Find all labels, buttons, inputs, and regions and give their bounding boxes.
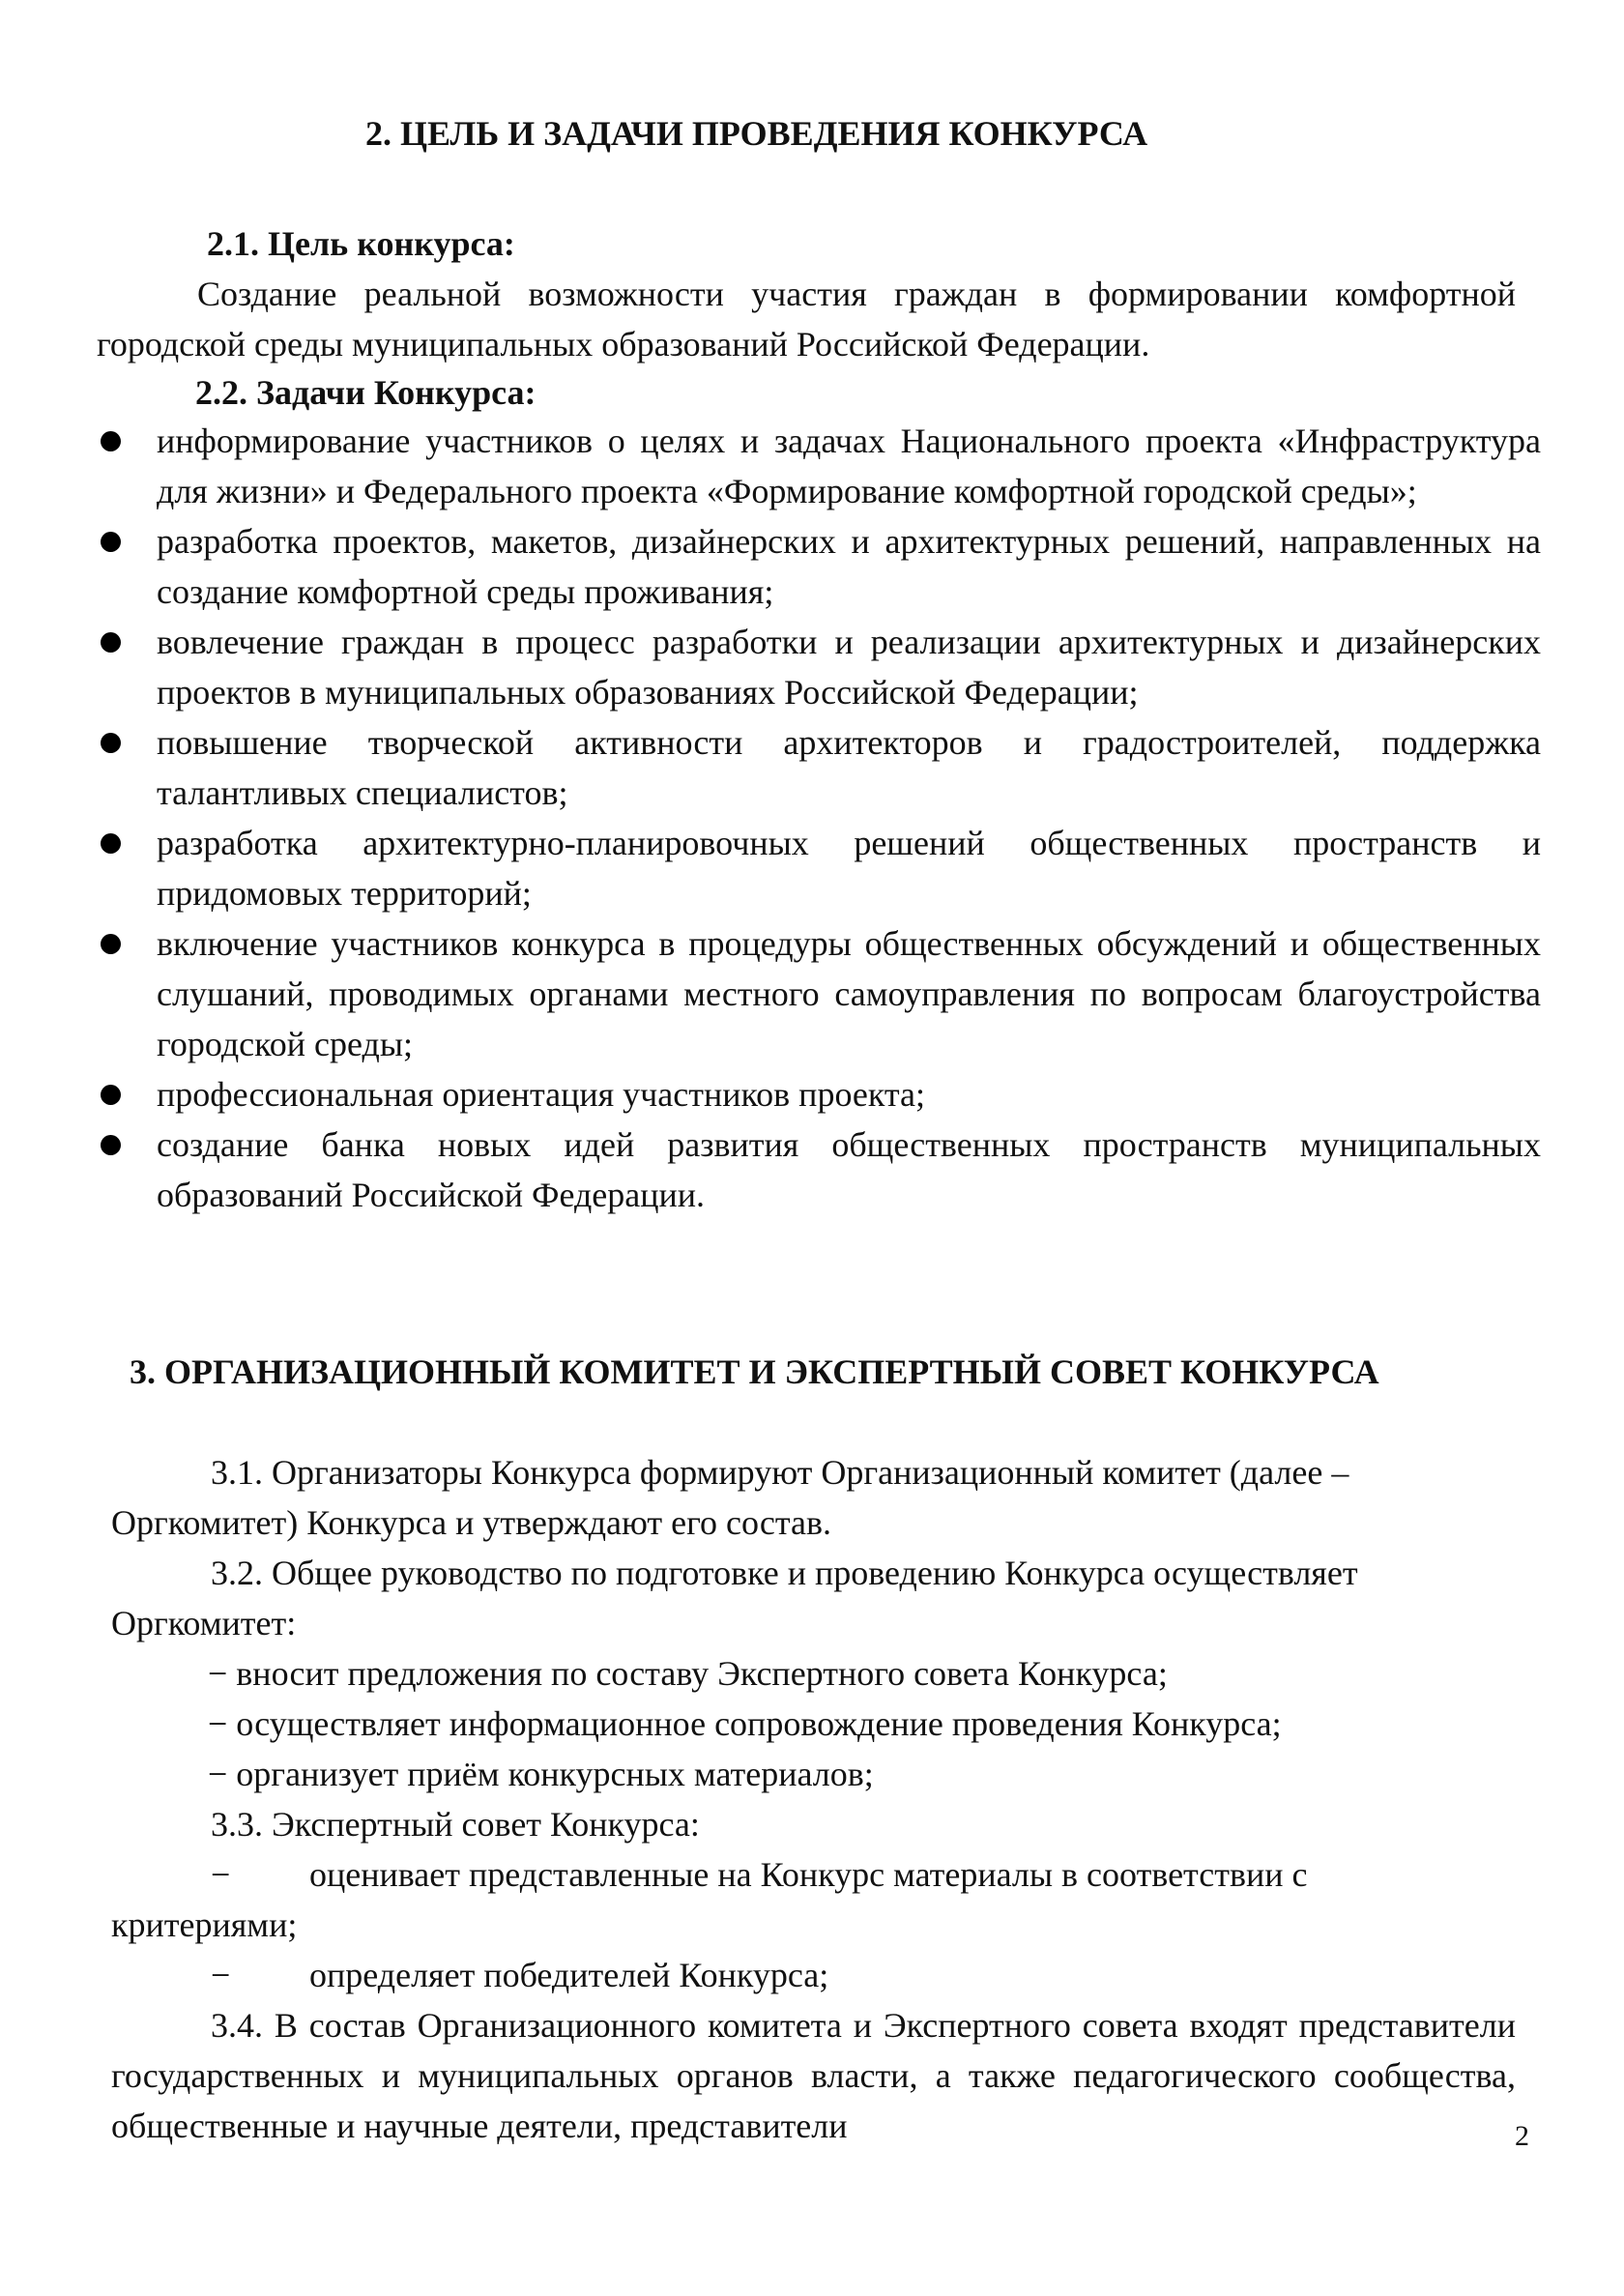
tasks-list	[97, 416, 1541, 1220]
bullet-icon	[101, 632, 121, 653]
goal-text: Создание реальной возможности участия граждан в формировании комфортной городской среды муниципальных образований Российской Федерации.	[97, 275, 1516, 363]
paragraph-3-1-line-1: 3.1. Организаторы Конкурса формируют Организационный комитет (далее –	[211, 1453, 1349, 1492]
expert-item-1-line-2: критериями;	[111, 1905, 298, 1944]
goal-heading: 2.1. Цель конкурса:	[207, 224, 515, 263]
bullet-icon	[101, 532, 121, 552]
paragraph-3-3: 3.3. Экспертный совет Конкурса:	[211, 1805, 700, 1844]
bullet-icon	[101, 431, 121, 451]
list-item: создание банка новых идей развития общественных пространств муниципальных образований Российской Федерации.	[97, 1119, 1541, 1220]
bullet-icon	[101, 1135, 121, 1155]
orgcom-item: − вносит предложения по составу Экспертного совета Конкурса;	[208, 1654, 1168, 1693]
bullet-icon	[101, 833, 121, 854]
list-item: разработка проектов, макетов, дизайнерских и архитектурных решений, направленных на создание комфортной среды проживания;	[97, 516, 1541, 617]
section-3-title: 3. ОРГАНИЗАЦИОННЫЙ КОМИТЕТ И ЭКСПЕРТНЫЙ СОВЕТ КОНКУРСА	[130, 1352, 1379, 1391]
orgcom-item: − осуществляет информационное сопровождение проведения Конкурса;	[208, 1704, 1282, 1743]
paragraph-3-2-line-2: Оргкомитет:	[111, 1604, 297, 1642]
bullet-icon	[101, 1085, 121, 1105]
list-item: разработка архитектурно-планировочных решений общественных пространств и придомовых территорий;	[97, 818, 1541, 918]
page-number: 2	[1515, 2120, 1529, 2152]
expert-item-1-line-1: оценивает представленные на Конкурс материалы в соответствии с	[309, 1855, 1308, 1894]
list-item: включение участников конкурса в процедуры общественных обсуждений и общественных слушаний, проводимых органами местного самоуправления по вопросам благоустройства городской среды;	[97, 918, 1541, 1069]
paragraph-3-2-line-1: 3.2. Общее руководство по подготовке и проведению Конкурса осуществляет	[211, 1554, 1358, 1592]
list-item: информирование участников о целях и задачах Национального проекта «Инфраструктура для жизни» и Федерального проекта «Формирование комфортной городской среды»;	[97, 416, 1541, 516]
section-2-title: 2. ЦЕЛЬ И ЗАДАЧИ ПРОВЕДЕНИЯ КОНКУРСА	[365, 114, 1148, 153]
paragraph-3-4: 3.4. В состав Организационного комитета и Экспертного совета входят представители государственных и муниципальных органов власти, а также педагогического сообщества, общественные и научные деятели, представители	[111, 2006, 1516, 2145]
list-item: профессиональная ориентация участников проекта;	[97, 1069, 1541, 1119]
expert-item-2-dash: −	[211, 1956, 231, 1994]
list-item: повышение творческой активности архитекторов и градостроителей, поддержка талантливых специалистов;	[97, 717, 1541, 818]
bullet-icon	[101, 934, 121, 954]
expert-item-1-dash: −	[211, 1855, 231, 1894]
bullet-icon	[101, 733, 121, 753]
expert-item-2: определяет победителей Конкурса;	[309, 1956, 829, 1994]
tasks-heading: 2.2. Задачи Конкурса:	[195, 373, 536, 412]
orgcom-item: − организует приём конкурсных материалов;	[208, 1755, 874, 1793]
paragraph-3-1-line-2: Оргкомитет) Конкурса и утверждают его состав.	[111, 1503, 832, 1542]
list-item: вовлечение граждан в процесс разработки и реализации архитектурных и дизайнерских проектов в муниципальных образованиях Российской Федерации;	[97, 617, 1541, 717]
